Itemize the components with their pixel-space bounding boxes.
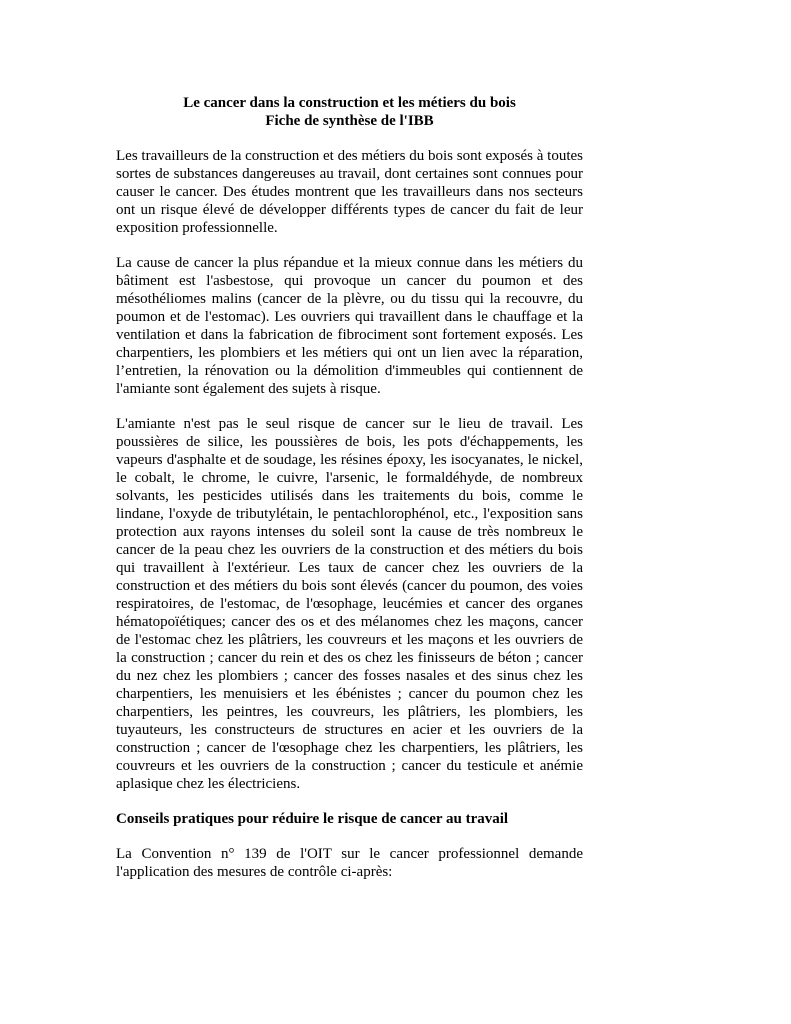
paragraph-intro: Les travailleurs de la construction et des métiers du bois sont exposés à toutes sortes de substances dangereuses au travail, dont certaines sont connues pour causer le cancer. Des études montrent que les travailleurs dans nos secteurs ont un risque élevé de développer différents types de cancer du fait de leur exposition professionnelle.	[116, 148, 583, 236]
paragraph-convention: La Convention n° 139 de l'OIT sur le cancer professionnel demande l'application des mesures de contrôle ci-après:	[116, 846, 583, 880]
paragraph-other-risks: L'amiante n'est pas le seul risque de cancer sur le lieu de travail. Les poussières de silice, les poussières de bois, les pots d'échappements, les vapeurs d'asphalte et de soudage, les résines époxy, les isocyanates, le nickel, le cobalt, le chrome, le cuivre, l'arsenic, le formaldéhyde, de nombreux solvants, les pesticides utilisés dans les traitements du bois, comme le lindane, l'oxyde de tributylétain, le pentachlorophénol, etc., l'exposition sans protection aux rayons intenses du soleil sont la cause de très nombreux le cancer de la peau chez les ouvriers de la construction et des métiers du bois qui travaillent à l'extérieur. Les taux de cancer chez les ouvriers de la construction et des métiers du bois sont élevés (cancer du poumon, des voies respiratoires, de l'estomac, de l'œsophage, leucémies et cancer des organes hématopoïétiques; cancer des os et des mélanomes chez les maçons, cancer de l'estomac chez les plâtriers, les couvreurs et les maçons et les ouvriers de la construction ; cancer du rein et des os chez les finisseurs de béton ; cancer du nez chez les plombiers ; cancer des fosses nasales et des sinus chez les charpentiers, les menuisiers et les ébénistes ; cancer du poumon chez les charpentiers, les peintres, les couvreurs, les plâtriers, les plombiers, les tuyauteurs, les constructeurs de structures en acier et les ouvriers de la construction ; cancer de l'œsophage chez les charpentiers, les plâtriers, les couvreurs et les ouvriers de la construction ; cancer du testicule et anémie aplasique chez les électriciens.	[116, 416, 583, 792]
title-line-1: Le cancer dans la construction et les métiers du bois	[183, 95, 516, 111]
document-title	[116, 94, 583, 130]
section-heading: Conseils pratiques pour réduire le risque de cancer au travail	[116, 811, 509, 827]
paragraph-asbestos: La cause de cancer la plus répandue et la mieux connue dans les métiers du bâtiment est l'asbestose, qui provoque un cancer du poumon et des mésothéliomes malins (cancer de la plèvre, ou du tissu qui la recouvre, du poumon et de l'estomac). Les ouvriers qui travaillent dans le chauffage et la ventilation et dans la fabrication de fibrociment sont fortement exposés. Les charpentiers, les plombiers et les métiers qui ont un lien avec la réparation, l’entretien, la rénovation ou la démolition d'immeubles qui contiennent de l'amiante sont également des sujets à risque.	[116, 255, 583, 397]
title-line-2: Fiche de synthèse de l'IBB	[265, 113, 434, 129]
document-page	[116, 94, 583, 881]
